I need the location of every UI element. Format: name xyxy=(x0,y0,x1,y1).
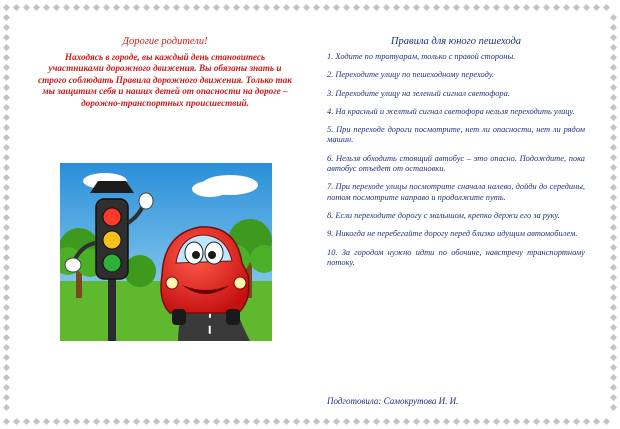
border-diamond xyxy=(433,418,440,425)
border-diamond xyxy=(3,114,10,121)
rule-item: 10. За городом нужно идти по обочине, навстречу транспортному потоку. xyxy=(327,247,585,267)
border-diamond xyxy=(523,418,530,425)
border-diamond xyxy=(3,74,10,81)
rule-item: 3. Переходите улицу на зеленый сигнал светофора. xyxy=(327,88,510,98)
border-diamond xyxy=(610,274,617,281)
parents-heading: Дорогие родители! xyxy=(122,36,208,47)
border-diamond xyxy=(3,224,10,231)
border-diamond xyxy=(173,4,180,11)
border-diamond xyxy=(73,4,80,11)
border-diamond xyxy=(353,4,360,11)
border-diamond xyxy=(253,418,260,425)
rule-item: 1. Ходите по тротуарам, только с правой стороны. xyxy=(327,52,516,61)
border-diamond xyxy=(593,4,600,11)
border-diamond xyxy=(373,4,380,11)
border-diamond xyxy=(93,4,100,11)
border-diamond xyxy=(33,418,40,425)
border-diamond xyxy=(203,4,210,11)
border-diamond xyxy=(610,94,617,101)
border-diamond xyxy=(3,134,10,141)
border-diamond xyxy=(343,418,350,425)
border-diamond xyxy=(243,418,250,425)
border-diamond xyxy=(73,418,80,425)
border-diamond xyxy=(610,24,617,31)
border-diamond xyxy=(3,164,10,171)
border-diamond xyxy=(3,364,10,371)
border-diamond xyxy=(503,418,510,425)
border-diamond xyxy=(163,418,170,425)
border-diamond xyxy=(610,134,617,141)
border-diamond xyxy=(363,4,370,11)
border-diamond xyxy=(3,14,10,21)
border-diamond xyxy=(393,4,400,11)
border-diamond xyxy=(610,144,617,151)
border-diamond xyxy=(610,304,617,311)
border-diamond xyxy=(610,124,617,131)
parents-text: Находясь в городе, вы каждый день становитесь участниками дорожного движения. Вы обязаны знать и строго соблюдать Правила дорожного движения. Только так мы защитим себя и наших детей от опасности на дороге – дорожно-транспортных происшествий. xyxy=(38,52,292,108)
border-diamond xyxy=(3,254,10,261)
border-diamond xyxy=(3,284,10,291)
red-signal xyxy=(103,208,121,226)
border-diamond xyxy=(353,418,360,425)
border-diamond xyxy=(303,418,310,425)
border-diamond xyxy=(610,224,617,231)
border-diamond xyxy=(43,4,50,11)
border-diamond xyxy=(523,4,530,11)
border-diamond xyxy=(610,364,617,371)
border-diamond xyxy=(403,418,410,425)
border-diamond xyxy=(610,234,617,241)
border-diamond xyxy=(43,418,50,425)
border-diamond xyxy=(610,374,617,381)
border-diamond xyxy=(610,294,617,301)
border-diamond xyxy=(433,4,440,11)
border-diamond xyxy=(610,334,617,341)
border-diamond xyxy=(603,418,610,425)
border-diamond xyxy=(610,74,617,81)
border-diamond xyxy=(610,14,617,21)
border-diamond xyxy=(473,418,480,425)
border-diamond xyxy=(163,4,170,11)
border-diamond xyxy=(563,4,570,11)
border-diamond xyxy=(293,418,300,425)
rule-item: 8. Если переходите дорогу с малышом, крепко держи его за руку. xyxy=(327,210,560,220)
border-diamond xyxy=(610,54,617,61)
border-diamond xyxy=(3,4,10,11)
border-diamond xyxy=(583,418,590,425)
border-diamond xyxy=(153,4,160,11)
border-diamond xyxy=(3,44,10,51)
right-glove xyxy=(139,193,153,209)
border-diamond xyxy=(610,264,617,271)
border-diamond xyxy=(63,418,70,425)
border-diamond xyxy=(293,4,300,11)
border-diamond xyxy=(573,4,580,11)
border-diamond xyxy=(3,394,10,401)
border-diamond xyxy=(333,4,340,11)
border-diamond xyxy=(283,4,290,11)
border-diamond xyxy=(423,4,430,11)
border-diamond xyxy=(610,344,617,351)
border-diamond xyxy=(3,24,10,31)
traffic-light-car-illustration xyxy=(60,163,272,341)
left-glove xyxy=(65,258,81,272)
rule-item: 5. При переходе дороги посмотрите, нет ли опасности, нет ли рядом машин. xyxy=(327,125,585,145)
border-diamond xyxy=(213,418,220,425)
border-diamond xyxy=(313,418,320,425)
border-diamond xyxy=(3,174,10,181)
rules-section xyxy=(327,36,585,276)
border-diamond xyxy=(323,418,330,425)
yellow-signal xyxy=(103,231,121,249)
border-diamond xyxy=(610,184,617,191)
border-diamond xyxy=(583,4,590,11)
border-diamond xyxy=(23,418,30,425)
border-diamond xyxy=(153,418,160,425)
rule-item: 7. При переходе улицы посмотрите сначала налево, дойди до середины, потом посмотрите направо и продолжите путь. xyxy=(327,182,585,202)
border-diamond xyxy=(113,4,120,11)
border-diamond xyxy=(513,4,520,11)
border-diamond xyxy=(183,418,190,425)
rule-item: 2. Переходите улицу по пешеходному переходу. xyxy=(327,70,495,80)
border-diamond xyxy=(610,174,617,181)
border-diamond xyxy=(610,314,617,321)
border-diamond xyxy=(263,418,270,425)
border-diamond xyxy=(83,418,90,425)
border-diamond xyxy=(103,418,110,425)
green-signal xyxy=(103,254,121,272)
border-diamond xyxy=(143,418,150,425)
border-diamond xyxy=(103,4,110,11)
border-diamond xyxy=(610,204,617,211)
border-diamond xyxy=(383,4,390,11)
border-diamond xyxy=(3,274,10,281)
border-diamond xyxy=(233,4,240,11)
border-diamond xyxy=(610,34,617,41)
border-diamond xyxy=(203,418,210,425)
border-diamond xyxy=(213,4,220,11)
border-diamond xyxy=(610,64,617,71)
border-diamond xyxy=(173,418,180,425)
border-diamond xyxy=(3,144,10,151)
border-diamond xyxy=(343,4,350,11)
border-diamond xyxy=(283,418,290,425)
border-diamond xyxy=(593,418,600,425)
border-diamond xyxy=(443,418,450,425)
border-diamond xyxy=(3,214,10,221)
border-diamond xyxy=(63,4,70,11)
border-diamond xyxy=(223,4,230,11)
border-diamond xyxy=(610,254,617,261)
border-diamond xyxy=(533,418,540,425)
border-diamond xyxy=(3,294,10,301)
border-diamond xyxy=(3,404,10,411)
border-diamond xyxy=(610,154,617,161)
border-diamond xyxy=(3,94,10,101)
border-diamond xyxy=(413,4,420,11)
border-diamond xyxy=(53,4,60,11)
border-diamond xyxy=(93,418,100,425)
author-signature: Подготовила: Самокрутова И. И. xyxy=(327,396,459,406)
border-diamond xyxy=(273,4,280,11)
headlight-right xyxy=(234,277,246,289)
border-diamond xyxy=(3,344,10,351)
border-diamond xyxy=(553,418,560,425)
border-diamond xyxy=(313,4,320,11)
border-diamond xyxy=(3,184,10,191)
border-diamond xyxy=(3,154,10,161)
border-diamond xyxy=(13,418,20,425)
border-diamond xyxy=(3,234,10,241)
border-diamond xyxy=(393,418,400,425)
border-diamond xyxy=(263,4,270,11)
border-diamond xyxy=(223,418,230,425)
border-diamond xyxy=(3,334,10,341)
border-diamond xyxy=(610,164,617,171)
border-diamond xyxy=(493,4,500,11)
border-diamond xyxy=(303,4,310,11)
rules-heading: Правила для юного пешехода xyxy=(390,36,522,47)
border-diamond xyxy=(563,418,570,425)
border-diamond xyxy=(383,418,390,425)
border-diamond xyxy=(3,84,10,91)
border-diamond xyxy=(473,4,480,11)
border-diamond xyxy=(3,264,10,271)
border-diamond xyxy=(3,304,10,311)
border-diamond xyxy=(493,418,500,425)
border-diamond xyxy=(193,418,200,425)
rule-item: 4. На красный и желтый сигнал светофора нельзя переходить улицу. xyxy=(327,106,575,116)
border-diamond xyxy=(553,4,560,11)
border-diamond xyxy=(113,418,120,425)
border-diamond xyxy=(193,4,200,11)
border-diamond xyxy=(3,204,10,211)
border-diamond xyxy=(610,214,617,221)
border-diamond xyxy=(453,418,460,425)
border-diamond xyxy=(610,104,617,111)
border-diamond xyxy=(363,418,370,425)
border-diamond xyxy=(253,4,260,11)
border-diamond xyxy=(610,354,617,361)
border-diamond xyxy=(603,4,610,11)
border-diamond xyxy=(533,4,540,11)
parents-section xyxy=(38,36,292,109)
border-diamond xyxy=(443,4,450,11)
border-diamond xyxy=(233,418,240,425)
border-diamond xyxy=(3,384,10,391)
border-diamond xyxy=(33,4,40,11)
border-diamond xyxy=(610,324,617,331)
border-diamond xyxy=(133,4,140,11)
border-diamond xyxy=(573,418,580,425)
border-diamond xyxy=(183,4,190,11)
border-diamond xyxy=(23,4,30,11)
border-diamond xyxy=(503,4,510,11)
border-diamond xyxy=(610,384,617,391)
border-diamond xyxy=(3,124,10,131)
border-diamond xyxy=(53,418,60,425)
border-diamond xyxy=(13,4,20,11)
border-diamond xyxy=(243,4,250,11)
border-diamond xyxy=(273,418,280,425)
border-diamond xyxy=(403,4,410,11)
rules-list xyxy=(327,52,585,268)
border-diamond xyxy=(3,54,10,61)
border-diamond xyxy=(453,4,460,11)
border-diamond xyxy=(323,4,330,11)
border-diamond xyxy=(483,4,490,11)
border-diamond xyxy=(610,84,617,91)
border-diamond xyxy=(463,418,470,425)
border-diamond xyxy=(543,4,550,11)
border-diamond xyxy=(83,4,90,11)
border-diamond xyxy=(610,244,617,251)
border-diamond xyxy=(3,374,10,381)
cloud xyxy=(192,181,228,197)
border-diamond xyxy=(610,114,617,121)
border-diamond xyxy=(3,34,10,41)
border-diamond xyxy=(3,354,10,361)
border-diamond xyxy=(123,418,130,425)
border-diamond xyxy=(143,4,150,11)
border-diamond xyxy=(3,418,10,425)
border-diamond xyxy=(3,314,10,321)
border-diamond xyxy=(423,418,430,425)
border-diamond xyxy=(610,394,617,401)
border-diamond xyxy=(610,404,617,411)
border-diamond xyxy=(3,64,10,71)
border-diamond xyxy=(3,194,10,201)
rule-item: 6. Нельзя обходить стоящий автобус – это опасно. Подождите, пока автобус отъедет от остановки. xyxy=(327,153,585,174)
border-diamond xyxy=(413,418,420,425)
border-diamond xyxy=(3,244,10,251)
border-diamond xyxy=(3,324,10,331)
border-diamond xyxy=(133,418,140,425)
rule-item: 9. Никогда не перебегайте дорогу перед близко идущим автомобилем. xyxy=(327,229,578,239)
border-diamond xyxy=(513,418,520,425)
headlight-left xyxy=(166,277,178,289)
border-diamond xyxy=(483,418,490,425)
border-diamond xyxy=(610,194,617,201)
border-diamond xyxy=(610,44,617,51)
border-diamond xyxy=(373,418,380,425)
border-diamond xyxy=(3,104,10,111)
border-diamond xyxy=(463,4,470,11)
border-diamond xyxy=(123,4,130,11)
border-diamond xyxy=(333,418,340,425)
border-diamond xyxy=(543,418,550,425)
border-diamond xyxy=(610,284,617,291)
